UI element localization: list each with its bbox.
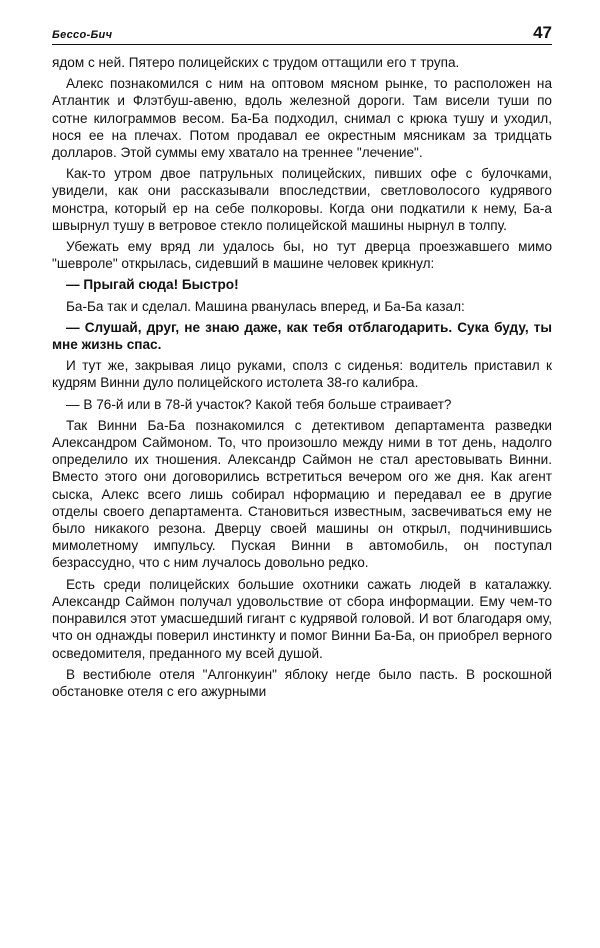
paragraph: Убежать ему вряд ли удалось бы, но тут дверца проезжавшего мимо "шевроле" открылась, сидевший в машине человек крикнул: bbox=[52, 239, 552, 272]
paragraph-dialogue: — Прыгай сюда! Быстро! bbox=[66, 277, 239, 293]
paragraph: Как-то утром двое патрульных полицейских, пивших офе с булочками, увидели, как они рассказывали впоследствии, светловолосого кудрявого монстра, который ер на себе полкоровы. Когда они подкатили к нему, Ба-а швырнул тушу в ветровое стекло полицейской машины нырнул в толпу. bbox=[52, 166, 552, 233]
running-title: Бессо-Бич bbox=[52, 29, 113, 41]
paragraph: В вестибюле отеля "Алгонкуин" яблоку негде было пасть. В роскошной обстановке отеля с его ажурными bbox=[52, 666, 552, 699]
paragraph-dialogue: — В 76-й или в 78-й участок? Какой тебя больше страивает? bbox=[66, 396, 452, 412]
book-page bbox=[52, 18, 552, 704]
paragraph: Есть среди полицейских большие охотники сажать людей в каталажку. Александр Саймон получал удовольствие от сбора информации. Ему чем-то понравился этот умасшедший гигант с кудрявой головой. И вот благодаря ому, что он однажды поверил инстинкту и помог Винни Ба-Ба, он приобрел верного осведомителя, преданного му всей душой. bbox=[52, 576, 552, 661]
paragraph-dialogue: — Слушай, друг, не знаю даже, как тебя отблагодарить. Сука буду, ты мне жизнь спас. bbox=[52, 319, 552, 353]
paragraph: ядом с ней. Пятеро полицейских с трудом оттащили его т трупа. bbox=[52, 55, 460, 70]
paragraph: Так Винни Ба-Ба познакомился с детективом департамента разведки Александром Саймоном. То, что произошло между ними в тот день, надолго определило их тношения. Александр Саймон не стал арестовывать Винни. Вместо этого они договорились встретиться вечером ого же дня. Как агент сыска, Алекс всего лишь собирал нформацию и передавал ее в другие отделы своего департамента. Становиться известным, засвечиваться ему не было никакого резона. Дверцу своей машины он открыл, подчинившись мимолетному импульсу. Пуская Винни в автомобиль, он поступал безрассудно, что с ним лучалось довольно редко. bbox=[52, 417, 552, 571]
body-text bbox=[52, 54, 552, 700]
page-number: 47 bbox=[533, 23, 552, 42]
paragraph: И тут же, закрывая лицо руками, сполз с сиденья: водитель приставил к кудрям Винни дуло полицейского истолета 38-го калибра. bbox=[52, 358, 552, 391]
page-header bbox=[52, 18, 552, 45]
paragraph: Ба-Ба так и сделал. Машина рванулась вперед, и Ба-Ба казал: bbox=[66, 298, 465, 314]
paragraph: Алекс познакомился с ним на оптовом мясном рынке, то расположен на Атлантик и Флэтбуш-авеню, вдоль железной дороги. Там висели туши по сотне килограммов весом. Ба-Ба подходил, снимал с крюка тушу и уходил, нося ее на плечах. Потом продавал ее окрестным мясникам за тридцать долларов. Этой суммы ему хватало на треннее "лечение". bbox=[52, 76, 552, 161]
